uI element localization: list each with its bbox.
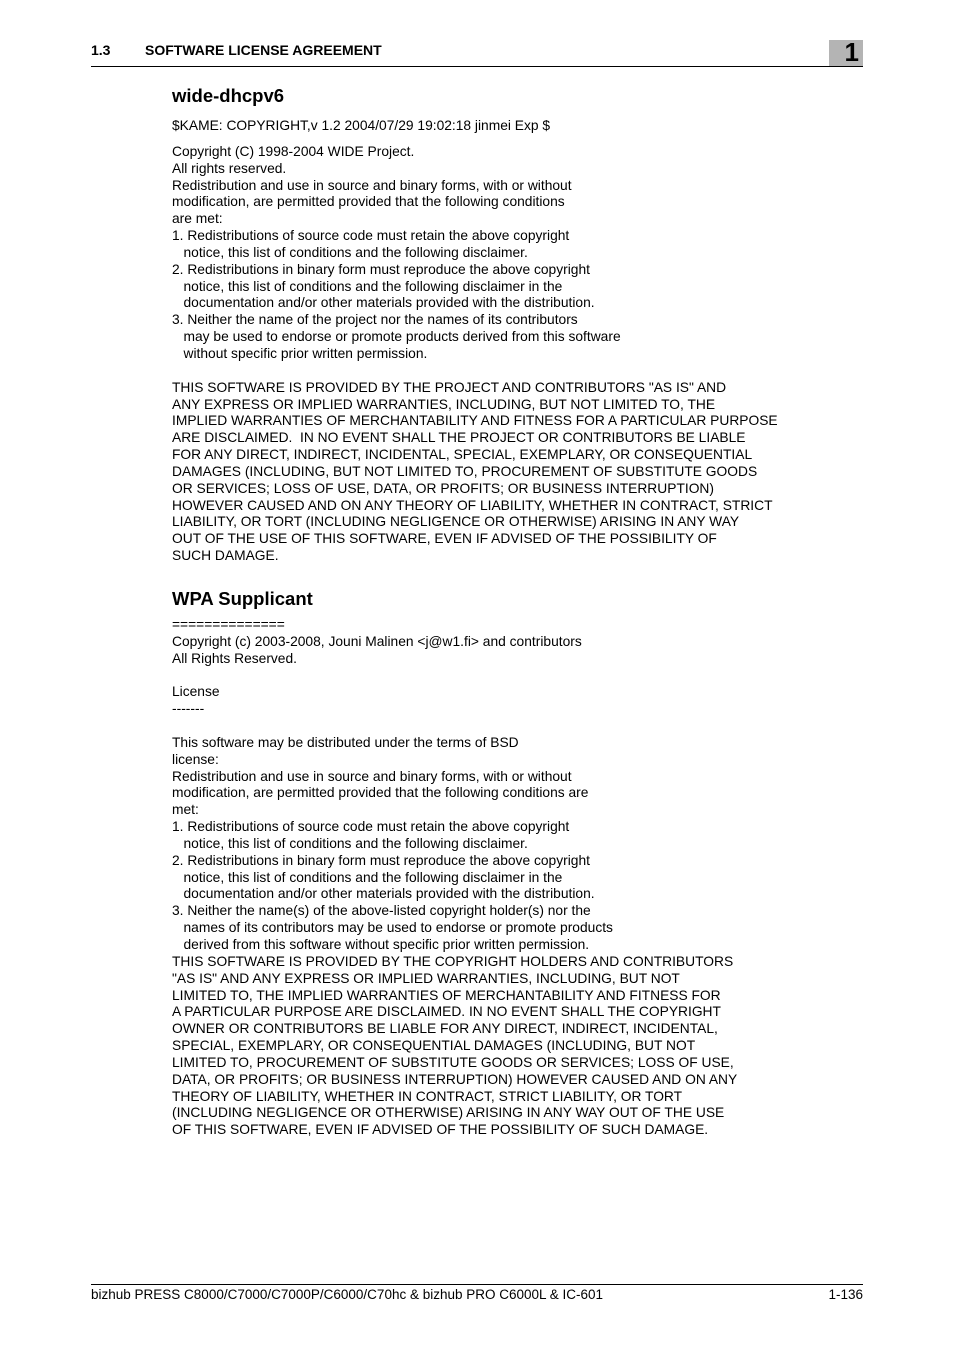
section-number: 1.3 — [91, 42, 111, 58]
page-footer — [91, 1284, 863, 1305]
document-body — [172, 84, 812, 1139]
wide-dhcpv6-license-text: Copyright (C) 1998-2004 WIDE Project. All rights reserved. Redistribution and use in source and binary forms, with or without modification, are permitted provided that the following conditions are met: 1. Redistributions of source code must retain the above copyright notice, this list of conditions and the following disclaimer. 2. Redistributions in binary form must reproduce the above copyright notice, this list of conditions and the following disclaimer in the documentation and/or other materials provided with the distribution. 3. Neither the name of the project nor the names of its contributors may be used to endorse or promote products derived from this software without specific prior written permission. THIS SOFTWARE IS PROVIDED BY THE PROJECT AND CONTRIBUTORS "AS IS" AND ANY EXPRESS OR IMPLIED WARRANTIES, INCLUDING, BUT NOT LIMITED TO, THE IMPLIED WARRANTIES OF MERCHANTABILITY AND FITNESS FOR A PARTICULAR PURPOSE ARE DISCLAIMED. IN NO EVENT SHALL THE PROJECT OR CONTRIBUTORS BE LIABLE FOR ANY DIRECT, INDIRECT, INCIDENTAL, SPECIAL, EXEMPLARY, OR CONSEQUENTIAL DAMAGES (INCLUDING, BUT NOT LIMITED TO, PROCUREMENT OF SUBSTITUTE GOODS OR SERVICES; LOSS OF USE, DATA, OR PROFITS; OR BUSINESS INTERRUPTION) HOWEVER CAUSED AND ON ANY THEORY OF LIABILITY, WHETHER IN CONTRACT, STRICT LIABILITY, OR TORT (INCLUDING NEGLIGENCE OR OTHERWISE) ARISING IN ANY WAY OUT OF THE USE OF THIS SOFTWARE, EVEN IF ADVISED OF THE POSSIBILITY OF SUCH DAMAGE. — [172, 143, 778, 564]
footer-page-number: 1-136 — [828, 1287, 863, 1302]
heading-wide-dhcpv6: wide-dhcpv6 — [172, 85, 285, 106]
page-header — [91, 37, 863, 67]
wide-dhcpv6-version-line: $KAME: COPYRIGHT,v 1.2 2004/07/29 19:02:18 jinmei Exp $ — [172, 118, 551, 133]
section-title: SOFTWARE LICENSE AGREEMENT — [145, 42, 382, 58]
footer-product-name: bizhub PRESS C8000/C7000/C7000P/C6000/C70hc & bizhub PRO C6000L & IC-601 — [91, 1287, 604, 1302]
heading-wpa-supplicant: WPA Supplicant — [172, 587, 313, 609]
chapter-tab — [829, 37, 863, 67]
wpa-supplicant-license-text: ============== Copyright (c) 2003-2008, Jouni Malinen <j@w1.fi> and contributors All Rights Reserved. License ------- This software may be distributed under the terms of BSD license: Redistribution and use in source and binary forms, with or without modification, are permitted provided that the following conditions are met: 1. Redistributions of source code must retain the above copyright notice, this list of conditions and the following disclaimer. 2. Redistributions in binary form must reproduce the above copyright notice, this list of conditions and the following disclaimer in the documentation and/or other materials provided with the distribution. 3. Neither the name(s) of the above-listed copyright holder(s) nor the names of its contributors may be used to endorse or promote products derived from this software without specific prior written permission. THIS SOFTWARE IS PROVIDED BY THE COPYRIGHT HOLDERS AND CONTRIBUTORS "AS IS" AND ANY EXPRESS OR IMPLIED WARRANTIES, INCLUDING, BUT NOT LIMITED TO, THE IMPLIED WARRANTIES OF MERCHANTABILITY AND FITNESS FOR A PARTICULAR PURPOSE ARE DISCLAIMED. IN NO EVENT SHALL THE COPYRIGHT OWNER OR CONTRIBUTORS BE LIABLE FOR ANY DIRECT, INDIRECT, INCIDENTAL, SPECIAL, EXEMPLARY, OR CONSEQUENTIAL DAMAGES (INCLUDING, BUT NOT LIMITED TO, PROCUREMENT OF SUBSTITUTE GOODS OR SERVICES; LOSS OF USE, DATA, OR PROFITS; OR BUSINESS INTERRUPTION) HOWEVER CAUSED AND ON ANY THEORY OF LIABILITY, WHETHER IN CONTRACT, STRICT LIABILITY, OR TORT (INCLUDING NEGLIGENCE OR OTHERWISE) ARISING IN ANY WAY OUT OF THE USE OF THIS SOFTWARE, EVEN IF ADVISED OF THE POSSIBILITY OF SUCH DAMAGE. — [172, 616, 738, 1138]
chapter-number: 1 — [844, 37, 859, 67]
